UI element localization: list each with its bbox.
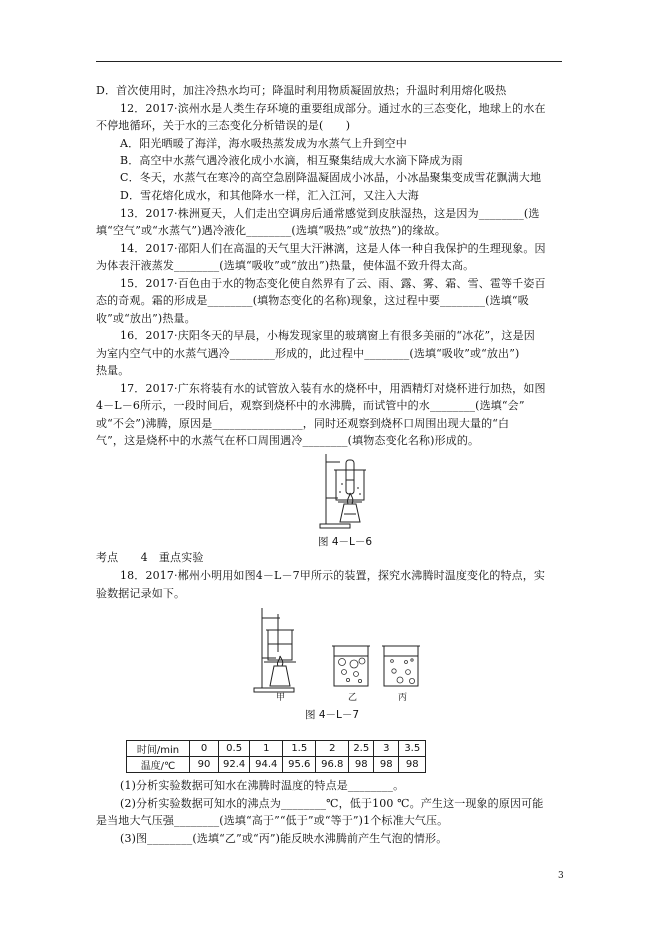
text-line: 验数据记录如下。 bbox=[96, 587, 186, 600]
table-cell: 90 bbox=[190, 757, 219, 773]
text-line: 4－L－6所示，一段时间后，观察到烧杯中的水沸腾，而试管中的水________(选填“会” bbox=[96, 399, 525, 412]
text-line: 气”，这是烧杯中的水蒸气在杯口周围遇冷________(填物态变化名称)形成的。 bbox=[96, 434, 480, 447]
option-c: C．冬天，水蒸气在寒冷的高空急剧降温凝固成小冰晶，小冰晶聚集变成雪花飘满大地 bbox=[120, 171, 542, 184]
table-cell: 0.5 bbox=[219, 741, 250, 757]
text-line: 热量。 bbox=[96, 364, 130, 377]
table-cell: 2 bbox=[316, 741, 349, 757]
subquestion-1: (1)分析实验数据可知水在沸腾时温度的特点是________。 bbox=[120, 779, 405, 792]
table-cell: 3 bbox=[374, 741, 399, 757]
question-14-text: 14．2017·邵阳人们在高温的天气里大汗淋漓，这是人体一种自我保护的生理现象。因 bbox=[120, 242, 546, 255]
table-header-temperature: 温度/℃ bbox=[127, 757, 190, 773]
table-row-time bbox=[127, 741, 426, 757]
figure-4-l-7 bbox=[250, 604, 420, 704]
subquestion-3: (3)图________(选填“乙”或“丙”)能反映水沸腾前产生气泡的情形。 bbox=[120, 832, 448, 845]
data-table bbox=[126, 740, 426, 773]
figure-label-jia: 甲 bbox=[276, 693, 286, 703]
text-line: 为室内空气中的水蒸气遇冷________形成的，此过程中________(选填“吸收”或“放出”) bbox=[96, 347, 520, 360]
figure-label-yi: 乙 bbox=[348, 693, 358, 703]
table-cell: 94.4 bbox=[250, 757, 283, 773]
table-cell: 1.5 bbox=[283, 741, 316, 757]
header-rule bbox=[96, 61, 562, 62]
figure-label-bing: 丙 bbox=[398, 693, 408, 703]
table-cell: 92.4 bbox=[219, 757, 250, 773]
question-18-text: 18．2017·郴州小明用如图4－L－7甲所示的装置，探究水沸腾时温度变化的特点，实 bbox=[120, 569, 546, 582]
figure-4-l-6-caption: 图 4－L－6 bbox=[318, 536, 373, 548]
option-b: B．高空中水蒸气遇冷液化成小水滴，相互聚集结成大水滴下降成为雨 bbox=[120, 154, 463, 167]
question-15-text: 15．2017·百色由于水的物态变化使自然界有了云、雨、露、雾、霜、雪、雹等千姿百 bbox=[120, 277, 546, 290]
question-16-text: 16．2017·庆阳冬天的早晨，小梅发现家里的玻璃窗上有很多美丽的“冰花”，这是因 bbox=[120, 329, 535, 342]
text-line: 或“不会”)沸腾，原因是________________，同时还观察到烧杯口周围出现大量的“白 bbox=[96, 417, 510, 430]
table-cell: 95.6 bbox=[283, 757, 316, 773]
table-cell: 96.8 bbox=[316, 757, 349, 773]
table-cell: 98 bbox=[349, 757, 374, 773]
table-cell: 2.5 bbox=[349, 741, 374, 757]
table-cell: 98 bbox=[399, 757, 426, 773]
option-d: D．雪花熔化成水，和其他降水一样，汇入江河，又注入大海 bbox=[120, 189, 419, 202]
table-cell: 98 bbox=[374, 757, 399, 773]
table-cell: 1 bbox=[250, 741, 283, 757]
text-line: D．首次使用时，加注冷热水均可；降温时利用物质凝固放热；升温时利用熔化吸热 bbox=[96, 84, 507, 97]
text-line: 收”或“放出”)热量。 bbox=[96, 312, 196, 325]
text-line: 不停地循环，关于水的三态变化分析错误的是( ) bbox=[96, 119, 351, 132]
question-12-text: 12．2017·滨州水是人类生存环境的重要组成部分。通过水的三态变化，地球上的水在 bbox=[120, 102, 546, 115]
table-cell: 0 bbox=[190, 741, 219, 757]
subquestion-2: (2)分析实验数据可知水的沸点为________℃，低于100 ℃。产生这一现象的原因可能 bbox=[120, 797, 544, 810]
figure-4-l-7-caption: 图 4－L－7 bbox=[305, 709, 360, 721]
figure-4-l-6 bbox=[318, 452, 378, 530]
text-line: 态的奇观。霜的形成是________(填物态变化的名称)现象，这过程中要________(选填“吸 bbox=[96, 294, 529, 307]
page-number: 3 bbox=[558, 871, 564, 881]
table-header-time: 时间/min bbox=[127, 741, 190, 757]
section-heading: 考点 4 重点实验 bbox=[96, 551, 204, 564]
table-cell: 3.5 bbox=[399, 741, 426, 757]
table-row-temperature bbox=[127, 757, 426, 773]
question-17-text: 17．2017·广东将装有水的试管放入装有水的烧杯中，用酒精灯对烧杯进行加热，如图 bbox=[120, 382, 546, 395]
text-line: 填“空气”或“水蒸气”)遇冷液化________(选填“吸热”或“放热”)的缘故。 bbox=[96, 224, 447, 237]
text-line: 为体表汗液蒸发________(选填“吸收”或“放出”)热量，使体温不致升得太高。 bbox=[96, 259, 475, 272]
question-13-text: 13．2017·株洲夏天，人们走出空调房后通常感觉到皮肤湿热，这是因为________(选 bbox=[120, 207, 540, 220]
text-line: 是当地大气压强________(选填“高于”“低于”或“等于”)1个标准大气压。 bbox=[96, 814, 449, 827]
option-a: A．阳光晒暖了海洋，海水吸热蒸发成为水蒸气上升到空中 bbox=[120, 137, 407, 150]
